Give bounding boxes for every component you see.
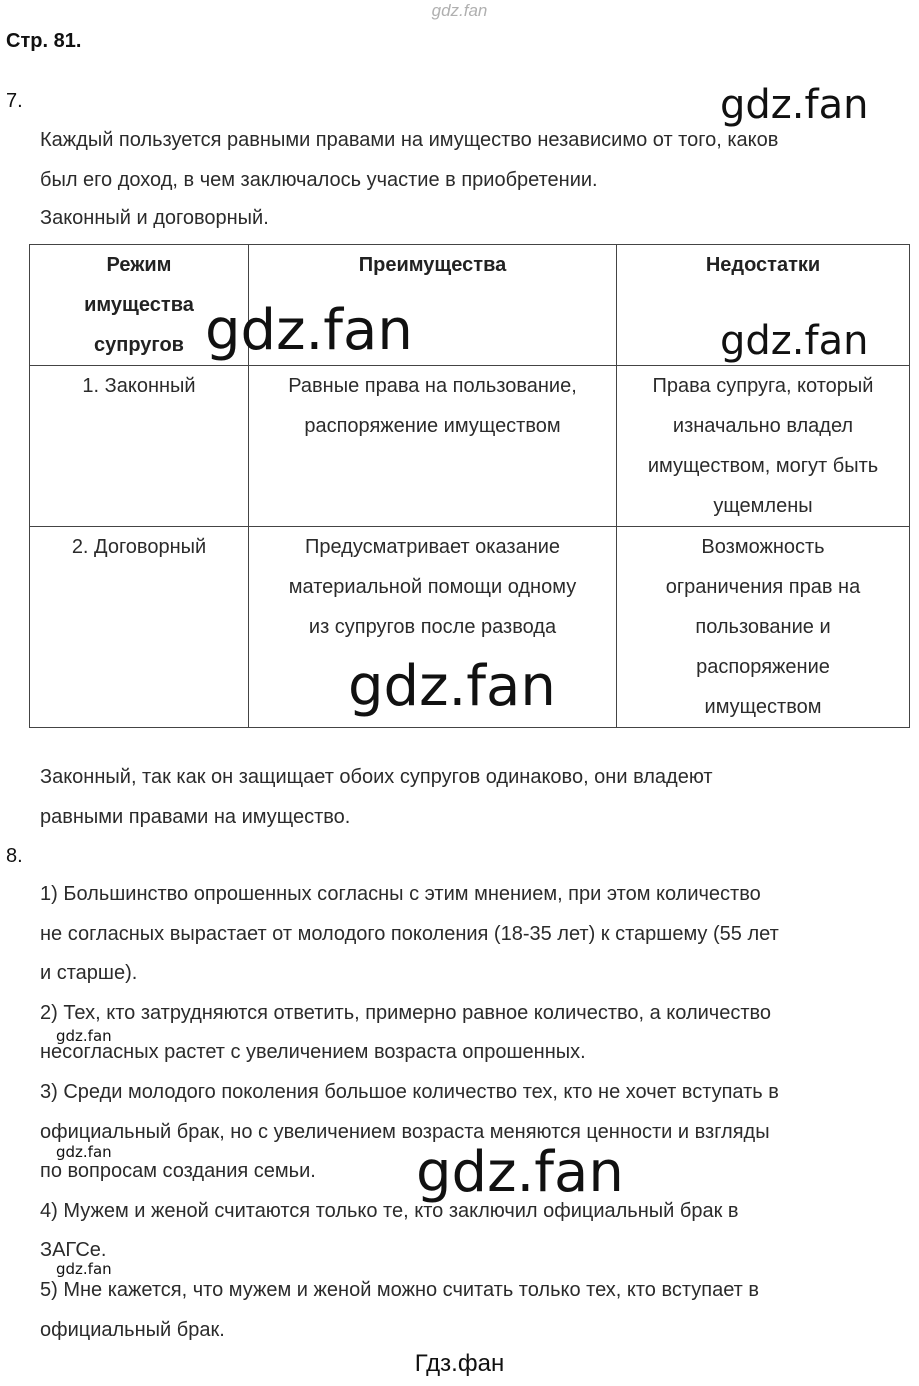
answer-line: официальный брак. xyxy=(40,1318,225,1341)
answer-line: 5) Мне кажется, что мужем и женой можно считать только тех, кто вступает в xyxy=(40,1278,760,1301)
intro-line: Законный и договорный. xyxy=(40,207,269,229)
footer-site-name: Гдз.фан xyxy=(414,1350,505,1377)
watermark-small: gdz.fan xyxy=(56,1260,112,1278)
watermark-big: gdz.fan xyxy=(205,298,413,363)
task-8-number: 8. xyxy=(6,845,23,867)
cell-advantages-legal: Равные права на пользование, распоряжение имуществом xyxy=(249,366,617,527)
intro-line: Каждый пользуется равными правами на имущество независимо от того, каков xyxy=(40,129,779,151)
answer-line: по вопросам создания семьи. xyxy=(40,1160,316,1183)
answer-line: 4) Мужем и женой считаются только те, кто заключил официальный брак в xyxy=(40,1199,739,1222)
watermark-big: gdz.fan xyxy=(720,318,869,364)
answer-line: несогласных растет с увеличением возраста опрошенных. xyxy=(40,1041,586,1064)
task-7-intro xyxy=(40,120,778,236)
watermark-top: gdz.fan xyxy=(431,1,488,20)
header-advantages: Преимущества xyxy=(249,245,617,366)
watermark-big: gdz.fan xyxy=(720,82,869,128)
table-row xyxy=(30,366,910,527)
header-regime: Режим имущества супругов xyxy=(30,245,249,366)
cell-regime-contract: 2. Договорный xyxy=(30,527,249,728)
answer-line: 1) Большинство опрошенных согласны с этим мнением, при этом количество xyxy=(40,883,761,905)
intro-line: был его доход, в чем заключалось участие в приобретении. xyxy=(40,169,598,191)
answer-line: и старше). xyxy=(40,962,138,985)
cell-regime-legal: 1. Законный xyxy=(30,366,249,527)
answer-line: официальный брак, но с увеличением возраста меняются ценности и взгляды xyxy=(40,1120,770,1143)
cell-disadvantages-legal: Права супруга, который изначально владел имуществом, могут быть ущемлены xyxy=(617,366,910,527)
watermark-big: gdz.fan xyxy=(416,1140,624,1205)
answer-line: 2) Тех, кто затрудняются ответить, примерно равное количество, а количество xyxy=(40,1001,772,1024)
watermark-small: gdz.fan xyxy=(56,1027,112,1045)
task-7-conclusion xyxy=(40,757,713,837)
header-disadvantages: Недостатки xyxy=(617,245,910,366)
watermark-small: gdz.fan xyxy=(56,1143,112,1161)
task-7-number: 7. xyxy=(6,90,23,112)
answer-line: 3) Среди молодого поколения большое количество тех, кто не хочет вступать в xyxy=(40,1080,779,1103)
watermark-big: gdz.fan xyxy=(348,654,556,719)
answer-line: ЗАГСе. xyxy=(40,1239,107,1262)
task-8-answers xyxy=(40,875,779,1350)
cell-disadvantages-contract: Возможность ограничения прав на пользование и распоряжение имуществом xyxy=(617,527,910,728)
answer-line: не согласных вырастает от молодого поколения (18-35 лет) к старшему (55 лет xyxy=(40,922,779,945)
cell-advantages-contract: Предусматривает оказание материальной помощи одному из супругов после развода xyxy=(249,527,617,728)
conclusion-line: равными правами на имущество. xyxy=(40,806,351,828)
conclusion-line: Законный, так как он защищает обоих супругов одинаково, они владеют xyxy=(40,766,713,788)
page-label: Стр. 81. xyxy=(6,30,82,52)
